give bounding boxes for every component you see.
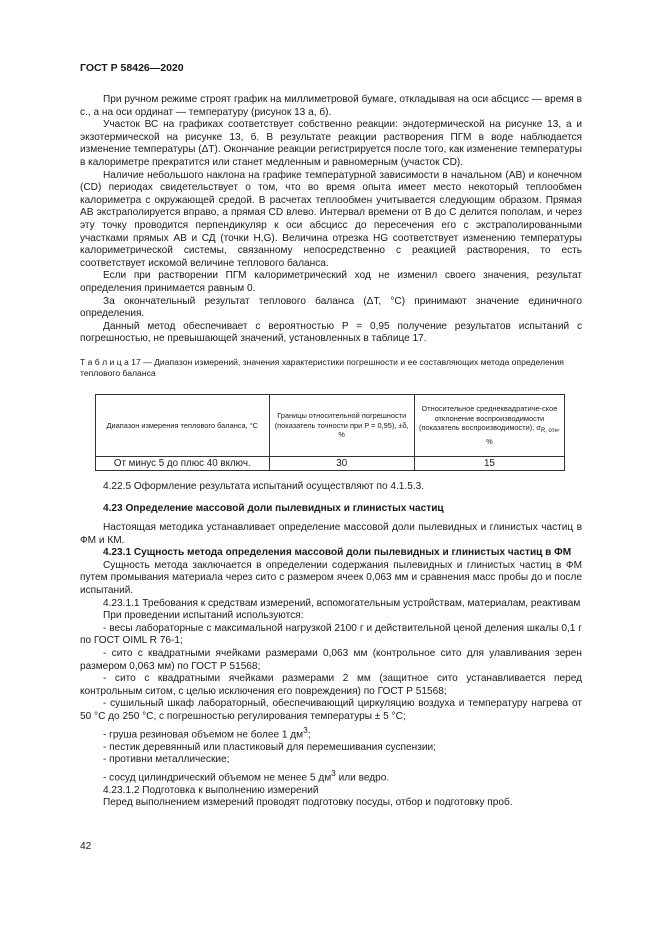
table-cell: От минус 5 до плюс 40 включ.: [96, 456, 270, 470]
table-cell: 30: [269, 456, 414, 470]
paragraph: Данный метод обеспечивает с вероятностью P = 0,95 получение результатов испытаний с погрешностью, не превышающей значений, установленных в таблице 17.: [80, 320, 582, 345]
list-item-text: - сосуд цилиндрический объемом не менее 5 дм: [103, 772, 332, 784]
page-content: [80, 94, 582, 810]
list-item: - груша резиновая объемом не более 1 $дм^3$;: [103, 724, 311, 740]
subsection-heading: 4.23.1.2 Подготовка к выполнению измерений: [103, 784, 319, 796]
paragraph: Участок ВС на графиках соответствует собственно реакции: эндотермической на рисунке 13, а и экзотермической на рисунке 13, б. В результате реакции растворения ПГМ в воде наблюдается изменение температуры (ΔT). Окончание реакции регистрируется после того, как изменение температуры в калориметре прекратится или станет медленным и равномерным (участок CD).: [80, 119, 582, 168]
paragraph: Перед выполнением измерений проводят подготовку посуды, отбор и подготовку проб.: [103, 797, 513, 809]
page-number: 42: [80, 841, 92, 852]
subsection-heading: 4.23.1.1 Требования к средствам измерений, вспомогательным устройствам, материалам, реактивам: [103, 597, 581, 609]
paragraph: Настоящая методика устанавливает определение массовой доли пылевидных и глинистых частиц в ФМ и КМ.: [80, 522, 582, 546]
paragraph: При проведении испытаний используются:: [103, 610, 304, 622]
paragraph: Если при растворении ПГМ калориметрический ход не изменил своего значения, результат определения принимается равным 0.: [80, 270, 582, 294]
paragraph: Наличие небольшого наклона на графике температурной зависимости в начальном (AB) и конечном (CD) периодах свидетельствует о том, что во время опыта имеет место некоторый теплообмен калориметра с окружающей средой. В расчетах теплообмен учитывается следующим образом. Прямая AB экстраполируется вправо, а прямая CD влево. Интервал времени от B до C делится пополам, и через эту точку проводится перпендикуляр к оси абсцисс до пересечения его с экстраполированными участками прямых АВ и СД (точки H,G). Величина отрезка HG соответствует изменению температуры калориметрической системы, связанному непосредственно с реакцией растворения, то есть соответствует искомой величине теплового баланса.: [80, 169, 582, 269]
table-header-cell: Границы относительной погрешности (показатель точности при P = 0,95), ±δ, %: [269, 394, 414, 456]
superscript: 3: [331, 767, 336, 778]
list-item: - пестик деревянный или пластиковый для перемешивания суспензии;: [103, 741, 436, 753]
table-header-cell: Диапазон измерения теплового баланса, °C: [96, 394, 270, 456]
table-caption: Т а б л и ц а 17 — Диапазон измерений, значения характеристики погрешности и ее составляющих метода определения теплового баланса: [80, 356, 564, 378]
superscript: 3: [303, 724, 308, 735]
paragraph: Сущность метода заключается в определении содержания пылевидных и глинистых частиц в ФМ путем промывания материала через сито с размером ячеек 0,063 мм и сравнения масс пробы до и после испытаний.: [80, 559, 582, 597]
list-item-text: - груша резиновая объемом не более 1 дм: [103, 728, 304, 740]
subsection-heading: 4.23.1 Сущность метода определения массовой доли пылевидных и глинистых частиц в ФМ: [103, 547, 572, 559]
table-header-row: [96, 394, 565, 456]
table-row: [96, 456, 565, 470]
paragraph: При ручном режиме строят график на миллиметровой бумаге, откладывая на оси абсцисс — время в с., а на оси ординат — температуру (рисунок 13 а, б).: [80, 94, 582, 118]
list-item: [80, 767, 582, 785]
subscript: R, отн: [540, 428, 558, 435]
list-item: - сито с квадратными ячейками размерами 0,063 мм (контрольное сито для улавливания зерен размером 0,063 мм) по ГОСТ Р 51568;: [80, 648, 582, 672]
list-item: - сито с квадратными ячейками размерами 2 мм (защитное сито устанавливается перед контрольным ситом, с целью исключения его повреждения) по ГОСТ Р 51568;: [80, 673, 582, 697]
section-paragraph: 4.22.5 Оформление результата испытаний осуществляют по 4.1.5.3.: [103, 480, 425, 492]
document-header: ГОСТ Р 58426—2020: [80, 62, 184, 74]
list-item-text: или ведро.: [335, 772, 390, 784]
list-item: - весы лабораторные с максимальной нагрузкой 2100 г и действительной ценой деления шкалы 0,1 г по ГОСТ OIML R 76-1;: [80, 622, 582, 647]
header-text: Относительное среднеквадратиче-ское отклонение воспроизводимости (показатель воспроизводимости), σ: [419, 404, 558, 433]
section-heading: 4.23 Определение массовой доли пылевидных и глинистых частиц: [103, 503, 444, 515]
list-item: - противни металлические;: [103, 754, 230, 766]
paragraph: За окончательный результат теплового баланса (ΔT, °C) принимают значение единичного определения.: [80, 295, 582, 320]
table-cell: 15: [414, 456, 564, 470]
header-unit: , %: [486, 423, 560, 446]
table-header-cell: [414, 394, 564, 456]
list-item: - сушильный шкаф лабораторный, обеспечивающий циркуляцию воздуха и температуру нагрева от 50 °C до 250 °C, с погрешностью регулирования температуры ± 5 °C;: [80, 698, 582, 722]
data-table: [95, 394, 565, 471]
